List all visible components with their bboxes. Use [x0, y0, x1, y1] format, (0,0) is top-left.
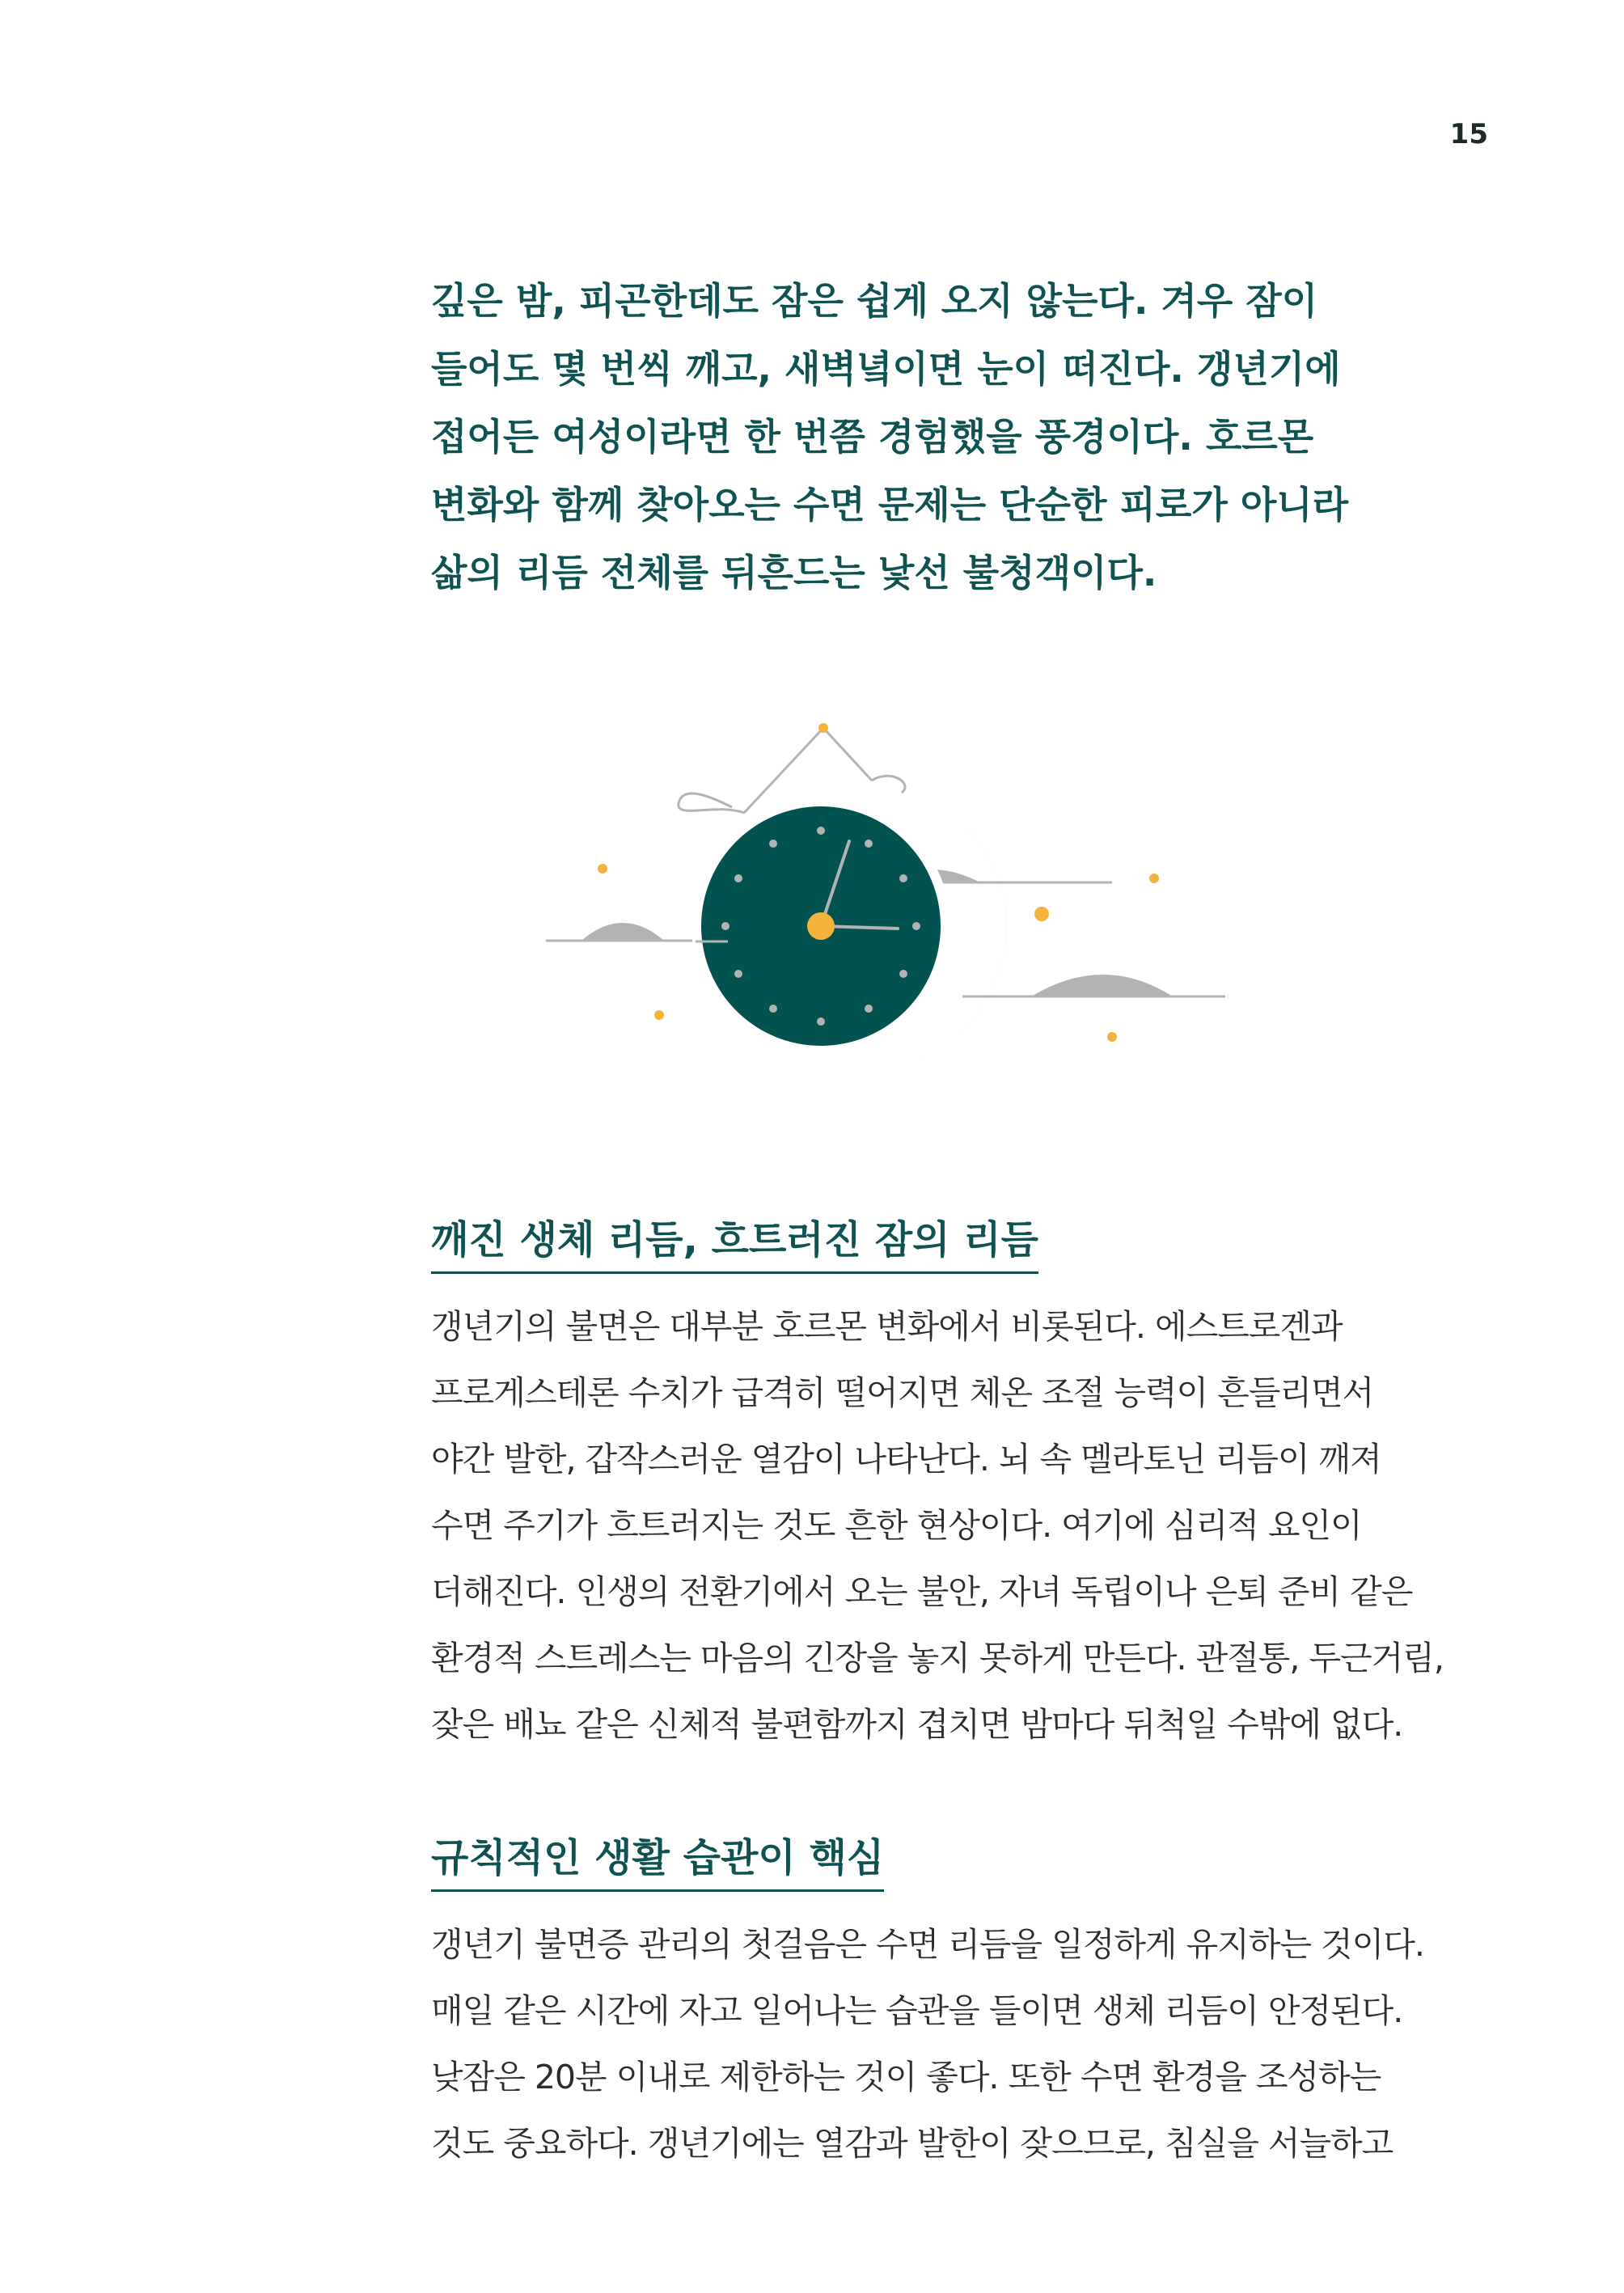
intro-paragraph [431, 267, 1450, 607]
clock-moon-clouds-icon [534, 712, 1245, 1092]
intro-line: 변화와 함께 찾아오는 수면 문제는 단순한 피로가 아니라 [431, 483, 1349, 527]
section-heading: 규칙적인 생활 습관이 핵심 [431, 1830, 884, 1892]
body-line: 갱년기의 불면은 대부분 호르몬 변화에서 비롯된다. 에스트로겐과 [431, 1307, 1343, 1346]
body-line: 더해진다. 인생의 전환기에서 오는 불안, 자녀 독립이나 은퇴 준비 같은 [431, 1572, 1413, 1611]
clock-moon-illustration [534, 712, 1245, 1092]
body-line: 매일 같은 시간에 자고 일어나는 습관을 들이면 생체 리듬이 안정된다. [431, 1991, 1403, 2030]
body-line: 갱년기 불면증 관리의 첫걸음은 수면 리듬을 일정하게 유지하는 것이다. [431, 1925, 1424, 1964]
section-heading: 깨진 생체 리듬, 흐트러진 잠의 리듬 [431, 1212, 1038, 1274]
intro-line: 깊은 밤, 피곤한데도 잠은 쉽게 오지 않는다. 겨우 잠이 [431, 279, 1318, 323]
section-broken-rhythm [431, 1212, 1482, 1758]
page-number: 15 [1449, 118, 1488, 150]
section-body [431, 1293, 1482, 1758]
body-line: 환경적 스트레스는 마음의 긴장을 놓지 못하게 만든다. 관절통, 두근거림, [431, 1639, 1444, 1677]
body-line: 잦은 배뇨 같은 신체적 불편함까지 겹치면 밤마다 뒤척일 수밖에 없다. [431, 1705, 1403, 1744]
section-regular-habits [431, 1830, 1482, 2177]
body-line: 수면 주기가 흐트러지는 것도 흔한 현상이다. 여기에 심리적 요인이 [431, 1506, 1362, 1545]
body-line: 프로게스테론 수치가 급격히 떨어지면 체온 조절 능력이 흔들리면서 [431, 1373, 1374, 1412]
body-line: 낮잠은 20분 이내로 제한하는 것이 좋다. 또한 수면 환경을 조성하는 [431, 2058, 1381, 2096]
section-body [431, 1911, 1482, 2177]
intro-line: 삶의 리듬 전체를 뒤흔드는 낯선 불청객이다. [431, 551, 1157, 594]
body-line: 것도 중요하다. 갱년기에는 열감과 발한이 잦으므로, 침실을 서늘하고 [431, 2124, 1394, 2163]
intro-line: 접어든 여성이라면 한 번쯤 경험했을 풍경이다. 호르몬 [431, 415, 1314, 459]
intro-line: 들어도 몇 번씩 깨고, 새벽녘이면 눈이 떠진다. 갱년기에 [431, 347, 1341, 391]
body-line: 야간 발한, 갑작스러운 열감이 나타난다. 뇌 속 멜라토닌 리듬이 깨져 [431, 1440, 1381, 1479]
